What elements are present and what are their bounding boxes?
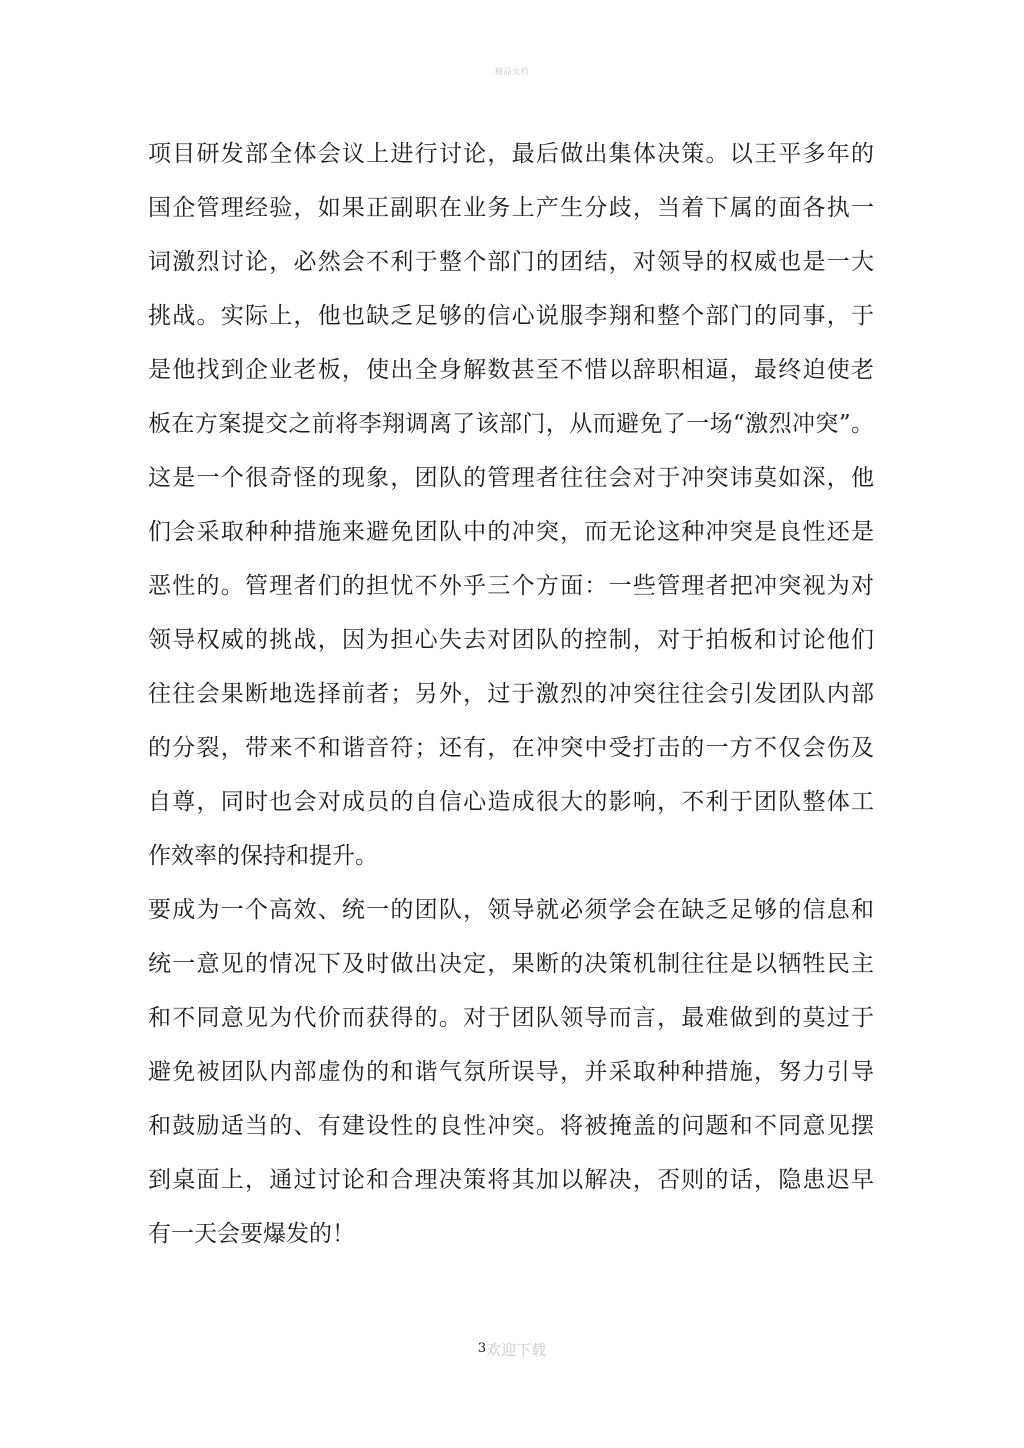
text-line: 项目研发部全体会议上进行讨论，最后做出集体决策。以王平多年的 (148, 141, 874, 167)
text-line: 避免被团队内部虚伪的和谐气氛所误导，并采取种种措施，努力引导 (148, 1059, 874, 1085)
page-header-watermark: 精品文档 (495, 67, 529, 76)
text-line: 领导权威的挑战，因为担心失去对团队的控制，对于拍板和讨论他们 (148, 627, 874, 653)
text-line: 这是一个很奇怪的现象，团队的管理者往往会对于冲突讳莫如深，他 (148, 465, 874, 491)
text-line: 是他找到企业老板，使出全身解数甚至不惜以辞职相逼，最终迫使老 (148, 357, 874, 383)
text-line: 们会采取种种措施来避免团队中的冲突，而无论这种冲突是良性还是 (148, 519, 874, 545)
text-line: 的分裂，带来不和谐音符；还有，在冲突中受打击的一方不仅会伤及 (148, 735, 874, 761)
page-number: 3 (477, 1341, 487, 1356)
document-body (148, 127, 874, 1261)
text-line: 要成为一个高效、统一的团队，领导就必须学会在缺乏足够的信息和 (148, 897, 874, 923)
text-line: 和鼓励适当的、有建设性的良性冲突。将被掩盖的问题和不同意见摆 (148, 1113, 874, 1139)
footer-watermark: 欢迎下载 (486, 1341, 547, 1359)
text-line: 恶性的。管理者们的担忧不外乎三个方面：一些管理者把冲突视为对 (148, 573, 874, 599)
text-line: 词激烈讨论，必然会不利于整个部门的团结，对领导的权威也是一大 (148, 249, 874, 275)
text-line: 统一意见的情况下及时做出决定，果断的决策机制往往是以牺牲民主 (148, 951, 874, 977)
text-line: 有一天会要爆发的！ (148, 1221, 355, 1247)
text-line: 作效率的保持和提升。 (148, 843, 378, 869)
text-line: 挑战。实际上，他也缺乏足够的信心说服李翔和整个部门的同事，于 (148, 303, 874, 329)
text-line: 板在方案提交之前将李翔调离了该部门，从而避免了一场“激烈冲突”。 (148, 411, 874, 437)
text-line: 到桌面上，通过讨论和合理决策将其加以解决，否则的话，隐患迟早 (148, 1167, 874, 1193)
text-line: 和不同意见为代价而获得的。对于团队领导而言，最难做到的莫过于 (148, 1005, 874, 1031)
text-line: 自尊，同时也会对成员的自信心造成很大的影响，不利于团队整体工 (148, 789, 874, 815)
text-line: 国企管理经验，如果正副职在业务上产生分歧，当着下属的面各执一 (148, 195, 874, 221)
text-line: 往往会果断地选择前者；另外，过于激烈的冲突往往会引发团队内部 (148, 681, 874, 707)
page-footer (0, 1339, 1024, 1360)
